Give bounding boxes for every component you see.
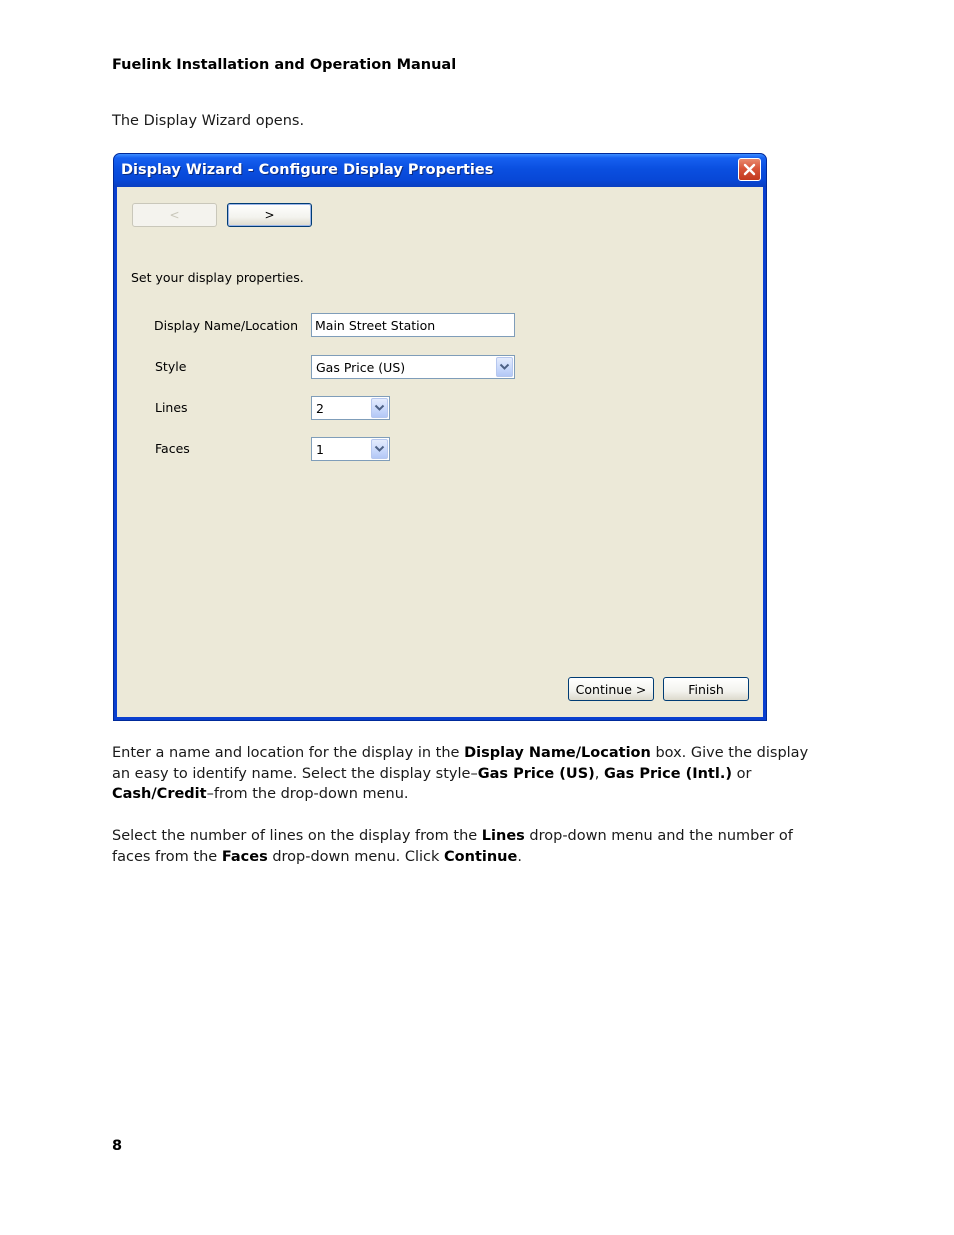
continue-button[interactable]: Continue > <box>568 677 654 701</box>
back-button-label: < <box>169 208 180 222</box>
style-label: Style <box>155 359 187 374</box>
p1-text-2: box. Give the display an easy to identify name. Select the display style– <box>112 745 809 782</box>
next-button-label: > <box>264 208 275 222</box>
next-button[interactable] <box>227 203 312 227</box>
lines-dropdown-arrow[interactable] <box>371 398 388 418</box>
p2-bold-faces: Faces <box>221 848 268 865</box>
faces-label: Faces <box>155 441 190 456</box>
p2-text-3: drop-down menu. Click <box>267 848 445 865</box>
p2-bold-continue: Continue <box>444 848 518 865</box>
wizard-client-area <box>117 187 763 717</box>
p1-bold-cash-credit: Cash/Credit <box>112 786 207 802</box>
document-header: Fuelink Installation and Operation Manual <box>112 57 457 73</box>
p1-text-5: –from the drop-down menu. <box>206 786 409 802</box>
p2-text-2: drop-down menu and the number of faces from the <box>112 828 793 865</box>
display-name-label: Display Name/Location <box>154 318 299 333</box>
p1-text-4: or <box>731 765 752 782</box>
p2-text-1: Select the number of lines on the display from the <box>112 828 482 844</box>
p1-text-3: , <box>594 765 604 782</box>
p1-text-1: Enter a name and location for the display in the <box>112 745 465 761</box>
p1-bold-display-name: Display Name/Location <box>464 745 651 761</box>
instruction-paragraph-1 <box>112 743 812 805</box>
faces-dropdown-arrow[interactable] <box>371 439 388 459</box>
chevron-down-icon <box>374 404 385 412</box>
display-wizard-window <box>113 153 767 721</box>
window-title: Display Wizard - Configure Display Properties <box>121 162 494 178</box>
window-titlebar[interactable] <box>114 154 766 187</box>
faces-dropdown[interactable] <box>311 437 390 461</box>
instruction-text: Set your display properties. <box>131 270 304 285</box>
p2-bold-lines: Lines <box>481 828 525 844</box>
p2-text-4: . <box>517 848 522 865</box>
p1-bold-gas-price-intl: Gas Price (Intl.) <box>603 765 732 782</box>
back-button[interactable] <box>132 203 217 227</box>
chevron-down-icon <box>374 445 385 453</box>
chevron-down-icon <box>499 363 510 371</box>
faces-dropdown-value: 1 <box>316 441 324 457</box>
instruction-paragraph-2 <box>112 826 812 867</box>
close-button[interactable] <box>738 158 761 181</box>
display-name-input[interactable] <box>311 313 515 337</box>
lines-dropdown[interactable] <box>311 396 390 420</box>
close-icon <box>739 159 760 180</box>
intro-text: The Display Wizard opens. <box>112 113 305 129</box>
lines-dropdown-value: 2 <box>316 400 324 416</box>
style-dropdown-value: Gas Price (US) <box>316 359 406 375</box>
style-dropdown-arrow[interactable] <box>496 357 513 377</box>
style-dropdown[interactable] <box>311 355 515 379</box>
page-number: 8 <box>112 1138 123 1154</box>
lines-label: Lines <box>155 400 188 415</box>
p1-bold-gas-price-us: Gas Price (US) <box>477 765 595 782</box>
finish-button[interactable]: Finish <box>663 677 749 701</box>
